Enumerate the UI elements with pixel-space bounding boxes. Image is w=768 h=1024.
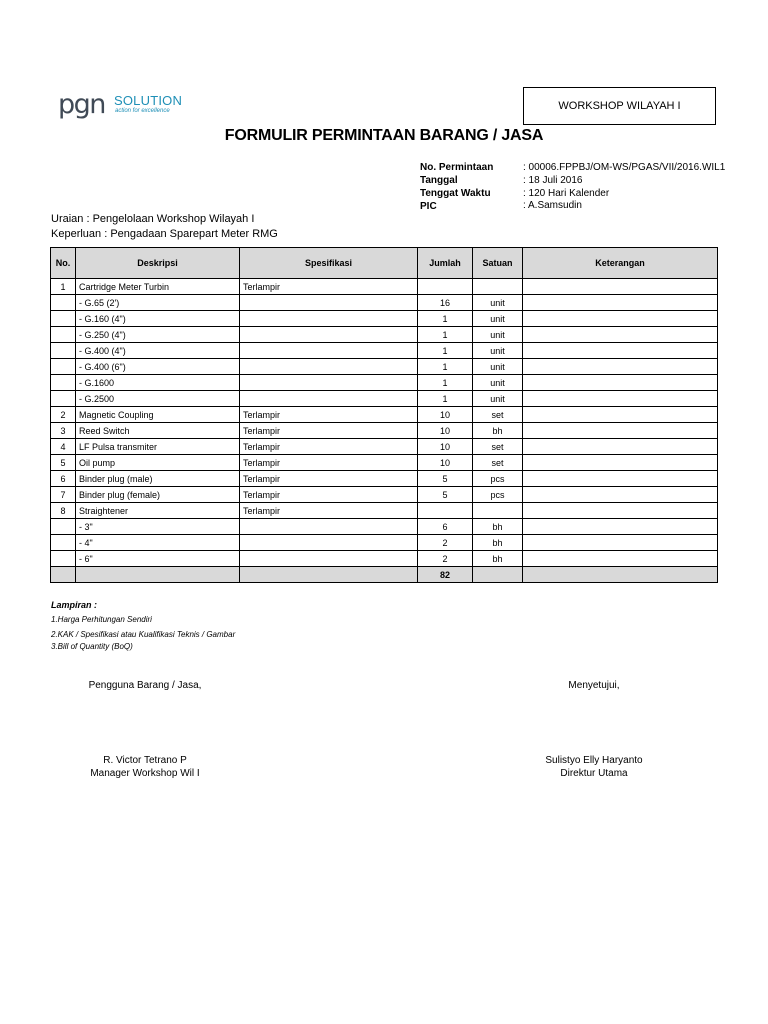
table-row: [51, 535, 718, 551]
logo-solution-text: SOLUTION: [114, 93, 183, 108]
cell-no: [51, 311, 76, 327]
cell-satuan: bh: [473, 551, 523, 567]
table-row: [51, 407, 718, 423]
cell-deskripsi: - G.250 (4"): [76, 327, 240, 343]
cell-deskripsi: - G.160 (4"): [76, 311, 240, 327]
cell-satuan: bh: [473, 535, 523, 551]
cell-satuan: unit: [473, 343, 523, 359]
cell-spesifikasi: [240, 551, 418, 567]
cell-satuan: [473, 503, 523, 519]
meta-value-no-permintaan: : 00006.FPPBJ/OM-WS/PGAS/VII/2016.WIL1: [523, 162, 726, 173]
header-spesifikasi: Spesifikasi: [240, 248, 418, 279]
cell-satuan: set: [473, 455, 523, 471]
total-cell-blank: [76, 567, 240, 583]
keperluan-text: Keperluan : Pengadaan Sparepart Meter RMG: [51, 228, 278, 240]
cell-keterangan: [523, 311, 718, 327]
cell-satuan: unit: [473, 375, 523, 391]
cell-jumlah: [418, 503, 473, 519]
table-body: [51, 279, 718, 583]
total-cell-blank: [240, 567, 418, 583]
table-row: [51, 551, 718, 567]
table-row: [51, 375, 718, 391]
cell-no: 8: [51, 503, 76, 519]
cell-keterangan: [523, 551, 718, 567]
cell-spesifikasi: Terlampir: [240, 455, 418, 471]
table-row: [51, 423, 718, 439]
cell-satuan: bh: [473, 519, 523, 535]
cell-keterangan: [523, 343, 718, 359]
cell-no: [51, 391, 76, 407]
header-satuan: Satuan: [473, 248, 523, 279]
cell-jumlah: 1: [418, 327, 473, 343]
total-cell-blank: [523, 567, 718, 583]
pgn-solution-logo: [58, 90, 208, 126]
signature-left-role: Pengguna Barang / Jasa,: [88, 680, 202, 691]
cell-no: 2: [51, 407, 76, 423]
cell-deskripsi: - G.1600: [76, 375, 240, 391]
cell-spesifikasi: [240, 311, 418, 327]
signature-right-role: Menyetujui,: [568, 680, 620, 691]
table-row: [51, 519, 718, 535]
table-row: [51, 343, 718, 359]
cell-spesifikasi: [240, 295, 418, 311]
logo-tagline: action for excellence: [115, 108, 170, 114]
meta-value-tenggat-waktu: : 120 Hari Kalender: [523, 188, 610, 199]
workshop-box: WORKSHOP WILAYAH I: [523, 87, 716, 125]
signature-left-name: R. Victor Tetrano P: [103, 755, 187, 766]
cell-deskripsi: - G.65 (2'): [76, 295, 240, 311]
cell-spesifikasi: [240, 327, 418, 343]
cell-no: 6: [51, 471, 76, 487]
total-cell-blank: [473, 567, 523, 583]
cell-no: [51, 551, 76, 567]
cell-no: 4: [51, 439, 76, 455]
cell-deskripsi: Magnetic Coupling: [76, 407, 240, 423]
meta-value-tanggal: : 18 Juli 2016: [523, 175, 583, 186]
cell-jumlah: 5: [418, 471, 473, 487]
table-row: [51, 439, 718, 455]
cell-spesifikasi: [240, 519, 418, 535]
cell-spesifikasi: Terlampir: [240, 407, 418, 423]
cell-jumlah: 2: [418, 535, 473, 551]
cell-satuan: set: [473, 407, 523, 423]
form-title: FORMULIR PERMINTAAN BARANG / JASA: [224, 127, 544, 144]
table-row: [51, 471, 718, 487]
cell-deskripsi: - G.2500: [76, 391, 240, 407]
cell-spesifikasi: Terlampir: [240, 487, 418, 503]
cell-jumlah: 6: [418, 519, 473, 535]
cell-keterangan: [523, 439, 718, 455]
cell-spesifikasi: Terlampir: [240, 423, 418, 439]
lampiran-title: Lampiran :: [51, 600, 98, 610]
cell-spesifikasi: [240, 535, 418, 551]
cell-jumlah: 16: [418, 295, 473, 311]
cell-satuan: set: [473, 439, 523, 455]
cell-spesifikasi: [240, 391, 418, 407]
cell-jumlah: [418, 279, 473, 295]
cell-spesifikasi: [240, 343, 418, 359]
cell-no: 5: [51, 455, 76, 471]
table-row: [51, 455, 718, 471]
cell-deskripsi: - 3": [76, 519, 240, 535]
meta-value-pic: : A.Samsudin: [523, 200, 582, 211]
signature-left-position: Manager Workshop Wil I: [90, 768, 200, 779]
cell-keterangan: [523, 455, 718, 471]
cell-keterangan: [523, 519, 718, 535]
cell-keterangan: [523, 423, 718, 439]
cell-satuan: unit: [473, 327, 523, 343]
header-deskripsi: Deskripsi: [76, 248, 240, 279]
meta-label-pic: PIC: [420, 201, 437, 212]
cell-no: [51, 343, 76, 359]
table-total-row: [51, 567, 718, 583]
cell-spesifikasi: Terlampir: [240, 279, 418, 295]
cell-keterangan: [523, 503, 718, 519]
cell-jumlah: 10: [418, 407, 473, 423]
header-jumlah: Jumlah: [418, 248, 473, 279]
cell-satuan: unit: [473, 295, 523, 311]
cell-satuan: unit: [473, 391, 523, 407]
cell-spesifikasi: Terlampir: [240, 471, 418, 487]
cell-deskripsi: - 4": [76, 535, 240, 551]
cell-keterangan: [523, 535, 718, 551]
cell-keterangan: [523, 375, 718, 391]
table-row: [51, 487, 718, 503]
cell-spesifikasi: [240, 359, 418, 375]
cell-deskripsi: Binder plug (female): [76, 487, 240, 503]
cell-jumlah: 1: [418, 343, 473, 359]
cell-no: [51, 535, 76, 551]
cell-deskripsi: - G.400 (4"): [76, 343, 240, 359]
cell-no: 1: [51, 279, 76, 295]
cell-no: [51, 519, 76, 535]
cell-keterangan: [523, 471, 718, 487]
table-header-row: [51, 248, 718, 279]
header-no: No.: [51, 248, 76, 279]
cell-satuan: pcs: [473, 487, 523, 503]
cell-keterangan: [523, 279, 718, 295]
cell-keterangan: [523, 407, 718, 423]
uraian-text: Uraian : Pengelolaan Workshop Wilayah I: [51, 213, 255, 225]
items-table: [50, 247, 718, 583]
cell-deskripsi: - G.400 (6"): [76, 359, 240, 375]
cell-no: 7: [51, 487, 76, 503]
cell-keterangan: [523, 327, 718, 343]
cell-satuan: unit: [473, 359, 523, 375]
cell-jumlah: 5: [418, 487, 473, 503]
cell-deskripsi: Binder plug (male): [76, 471, 240, 487]
cell-no: [51, 295, 76, 311]
cell-no: [51, 375, 76, 391]
cell-no: [51, 327, 76, 343]
cell-jumlah: 10: [418, 439, 473, 455]
table-row: [51, 503, 718, 519]
cell-keterangan: [523, 359, 718, 375]
lampiran-item: 3.Bill of Quantity (BoQ): [51, 642, 133, 651]
cell-keterangan: [523, 295, 718, 311]
cell-deskripsi: Oil pump: [76, 455, 240, 471]
cell-jumlah: 1: [418, 375, 473, 391]
cell-spesifikasi: Terlampir: [240, 503, 418, 519]
cell-deskripsi: - 6": [76, 551, 240, 567]
table-row: [51, 295, 718, 311]
cell-spesifikasi: Terlampir: [240, 439, 418, 455]
lampiran-item: 1.Harga Perhitungan Sendiri: [51, 615, 152, 624]
cell-deskripsi: Reed Switch: [76, 423, 240, 439]
cell-spesifikasi: [240, 375, 418, 391]
lampiran-item: 2.KAK / Spesifikasi atau Kualifikasi Teknis / Gambar: [51, 630, 236, 639]
table-row: [51, 391, 718, 407]
cell-deskripsi: Straightener: [76, 503, 240, 519]
table-row: [51, 359, 718, 375]
cell-deskripsi: LF Pulsa transmiter: [76, 439, 240, 455]
table-row: [51, 311, 718, 327]
cell-keterangan: [523, 391, 718, 407]
total-jumlah: 82: [418, 567, 473, 583]
cell-satuan: [473, 279, 523, 295]
header-keterangan: Keterangan: [523, 248, 718, 279]
cell-no: 3: [51, 423, 76, 439]
meta-label-no-permintaan: No. Permintaan: [420, 162, 494, 173]
signature-right-name: Sulistyo Elly Haryanto: [545, 755, 643, 766]
table-row: [51, 327, 718, 343]
table-row: [51, 279, 718, 295]
signature-right-position: Direktur Utama: [560, 768, 628, 779]
cell-keterangan: [523, 487, 718, 503]
meta-label-tenggat-waktu: Tenggat Waktu: [420, 188, 491, 199]
total-cell-blank: [51, 567, 76, 583]
cell-jumlah: 1: [418, 391, 473, 407]
cell-jumlah: 1: [418, 311, 473, 327]
cell-jumlah: 2: [418, 551, 473, 567]
cell-satuan: bh: [473, 423, 523, 439]
cell-jumlah: 1: [418, 359, 473, 375]
cell-no: [51, 359, 76, 375]
cell-satuan: unit: [473, 311, 523, 327]
cell-satuan: pcs: [473, 471, 523, 487]
cell-jumlah: 10: [418, 423, 473, 439]
meta-label-tanggal: Tanggal: [420, 175, 458, 186]
logo-pgn-text: pgn: [58, 89, 105, 120]
cell-deskripsi: Cartridge Meter Turbin: [76, 279, 240, 295]
cell-jumlah: 10: [418, 455, 473, 471]
